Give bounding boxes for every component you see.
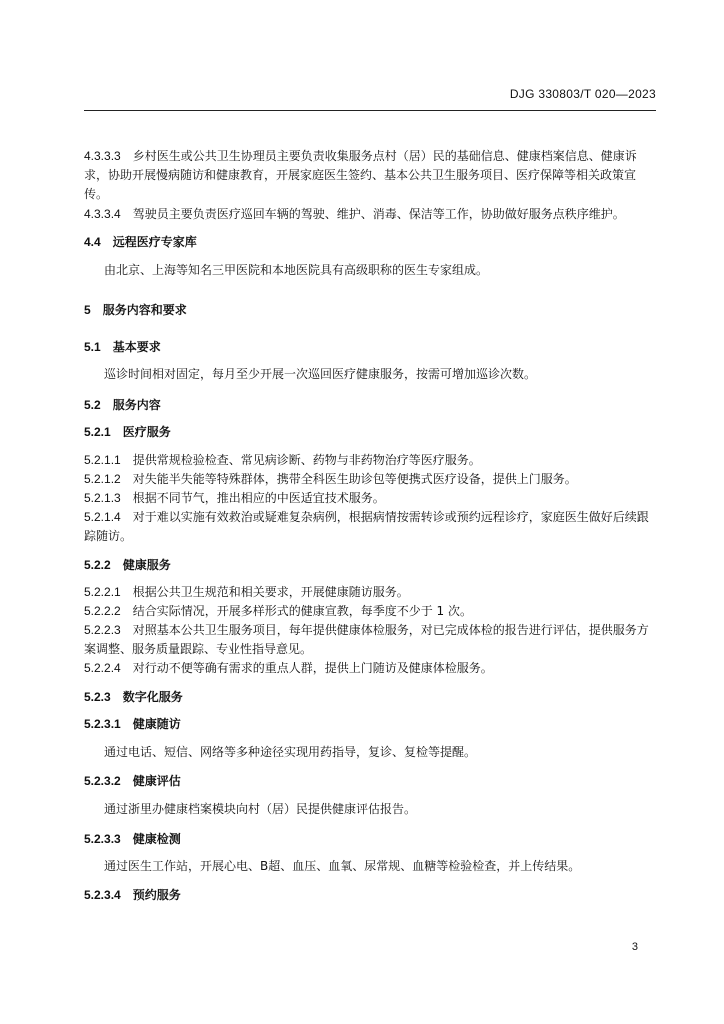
clause-5-2-2-1: 5.2.2.1 根据公共卫生规范和相关要求，开展健康随访服务。 — [84, 585, 409, 599]
heading-5-2-2: 5.2.2 健康服务 — [84, 558, 171, 572]
paragraph-4-4: 由北京、上海等知名三甲医院和本地医院具有高级职称的医生专家组成。 — [104, 263, 489, 277]
heading-4-4: 4.4 远程医疗专家库 — [84, 235, 197, 249]
heading-5-2-3: 5.2.3 数字化服务 — [84, 690, 183, 704]
clause-5-2-2-4: 5.2.2.4 对行动不便等确有需求的重点人群，提供上门随访及健康体检服务。 — [84, 661, 493, 675]
paragraph-5-2-3-2: 通过浙里办健康档案模块向村（居）民提供健康评估报告。 — [104, 802, 417, 816]
paragraph-5-2-3-3: 通过医生工作站，开展心电、B超、血压、血氧、尿常规、血糖等检验检查，并上传结果。 — [104, 859, 581, 873]
paragraph-5-1: 巡诊时间相对固定，每月至少开展一次巡回医疗健康服务，按需可增加巡诊次数。 — [104, 367, 537, 381]
heading-5-2-3-4: 5.2.3.4 预约服务 — [84, 888, 181, 902]
document-code: DJG 330803/T 020—2023 — [509, 87, 656, 101]
heading-5-2-3-3: 5.2.3.3 健康检测 — [84, 832, 181, 846]
clause-5-2-2-3: 5.2.2.3 对照基本公共卫生服务项目，每年提供健康体检服务，对已完成体检的报告进行评估，提供服务方案调整、服务质量跟踪、专业性指导意见。 — [84, 623, 649, 656]
clause-5-2-2-2: 5.2.2.2 结合实际情况，开展多样形式的健康宣教，每季度不少于 1 次。 — [84, 604, 472, 618]
clause-4-3-3-4: 4.3.3.4 驾驶员主要负责医疗巡回车辆的驾驶、维护、消毒、保洁等工作，协助做好服务点秩序维护。 — [84, 207, 625, 221]
heading-5: 5 服务内容和要求 — [84, 303, 187, 317]
paragraph-5-2-3-1: 通过电话、短信、网络等多种途径实现用药指导，复诊、复检等提醒。 — [104, 745, 477, 759]
heading-5-2: 5.2 服务内容 — [84, 398, 161, 412]
clause-5-2-1-4: 5.2.1.4 对于难以实施有效救治或疑难复杂病例，根据病情按需转诊或预约远程诊疗，家庭医生做好后续跟踪随访。 — [84, 510, 649, 543]
heading-5-1: 5.1 基本要求 — [84, 340, 161, 354]
heading-5-2-3-1: 5.2.3.1 健康随访 — [84, 717, 181, 731]
clause-5-2-1-1: 5.2.1.1 提供常规检验检查、常见病诊断、药物与非药物治疗等医疗服务。 — [84, 453, 481, 467]
heading-5-2-1: 5.2.1 医疗服务 — [84, 425, 171, 439]
clause-4-3-3-3: 4.3.3.3 乡村医生或公共卫生协理员主要负责收集服务点村（居）民的基础信息、健康档案信息、健康诉求，协助开展慢病随访和健康教育，开展家庭医生签约、基本公共卫生服务项目、医疗保障等相关政策宣传。 — [84, 149, 637, 201]
heading-5-2-3-2: 5.2.3.2 健康评估 — [84, 774, 181, 788]
clause-5-2-1-3: 5.2.1.3 根据不同节气，推出相应的中医适宜技术服务。 — [84, 491, 385, 505]
page-number: 3 — [631, 941, 638, 953]
clause-5-2-1-2: 5.2.1.2 对失能半失能等特殊群体，携带全科医生助诊包等便携式医疗设备，提供上门服务。 — [84, 472, 577, 486]
